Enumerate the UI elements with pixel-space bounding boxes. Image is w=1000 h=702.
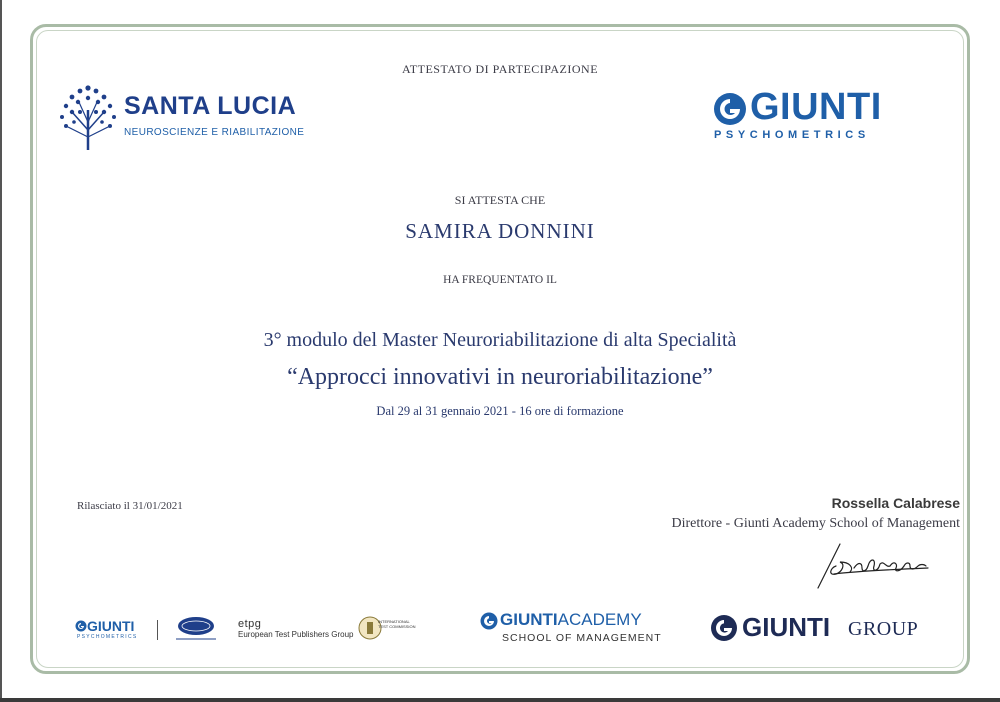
quality-certification-badge	[170, 614, 222, 642]
giunti-academy-name	[500, 610, 642, 630]
giunti-academy-name-bold: GIUNTI	[500, 610, 558, 629]
santa-lucia-logo	[58, 82, 308, 154]
etpg-short: etpg	[238, 618, 262, 630]
santa-lucia-name: SANTA LUCIA	[124, 92, 297, 120]
giunti-academy-subtitle: SCHOOL OF MANAGEMENT	[502, 632, 662, 644]
footer-giunti-subtitle: PSYCHOMETRICS	[77, 634, 138, 640]
giunti-psychometrics-name: GIUNTI	[750, 86, 882, 128]
recipient-name: SAMIRA DONNINI	[405, 219, 595, 243]
footer-divider	[157, 620, 158, 640]
course-title: “Approcci innovativi in neuroriabilitazione”	[287, 364, 713, 390]
giunti-g-icon	[710, 614, 738, 642]
giunti-psychometrics-logo	[712, 87, 912, 147]
giunti-group-logo	[710, 610, 930, 646]
signatory-role: Direttore - Giunti Academy School of Management	[671, 516, 960, 531]
giunti-psychometrics-subtitle: PSYCHOMETRICS	[714, 129, 870, 141]
giunti-academy-logo	[480, 610, 660, 650]
issue-date: Rilasciato il 31/01/2021	[77, 500, 183, 512]
santa-lucia-subtitle: NEUROSCIENZE E RIABILITAZIONE	[124, 127, 305, 138]
course-module: 3° modulo del Master Neuroriabilitazione di alta Specialità	[263, 329, 737, 351]
attended-label: HA FREQUENTATO IL	[443, 274, 557, 286]
giunti-group-suffix: GROUP	[848, 618, 919, 640]
certificate-title: ATTESTATO DI PARTECIPAZIONE	[401, 62, 599, 76]
course-dates: Dal 29 al 31 gennaio 2021 - 16 ore di formazione	[376, 404, 624, 418]
etpg-logo	[238, 618, 353, 639]
page-edge-bottom	[0, 698, 1000, 702]
footer-giunti-name: GIUNTI	[87, 618, 135, 634]
giunti-group-name: GIUNTI	[742, 612, 831, 642]
signatory-name: Rossella Calabrese	[831, 495, 960, 511]
giunti-g-icon	[75, 620, 87, 632]
etpg-long: European Test Publishers Group	[238, 630, 354, 639]
giunti-academy-name-light: ACADEMY	[557, 610, 642, 629]
giunti-g-icon	[480, 612, 498, 630]
itc-text: INTERNATIONAL TEST COMMISSION	[378, 619, 416, 629]
tree-icon	[58, 82, 118, 152]
footer-giunti-psychometrics-logo	[75, 618, 155, 648]
giunti-g-icon	[712, 91, 748, 127]
handwritten-signature	[810, 538, 940, 590]
attests-label: SI ATTESTA CHE	[454, 193, 546, 207]
